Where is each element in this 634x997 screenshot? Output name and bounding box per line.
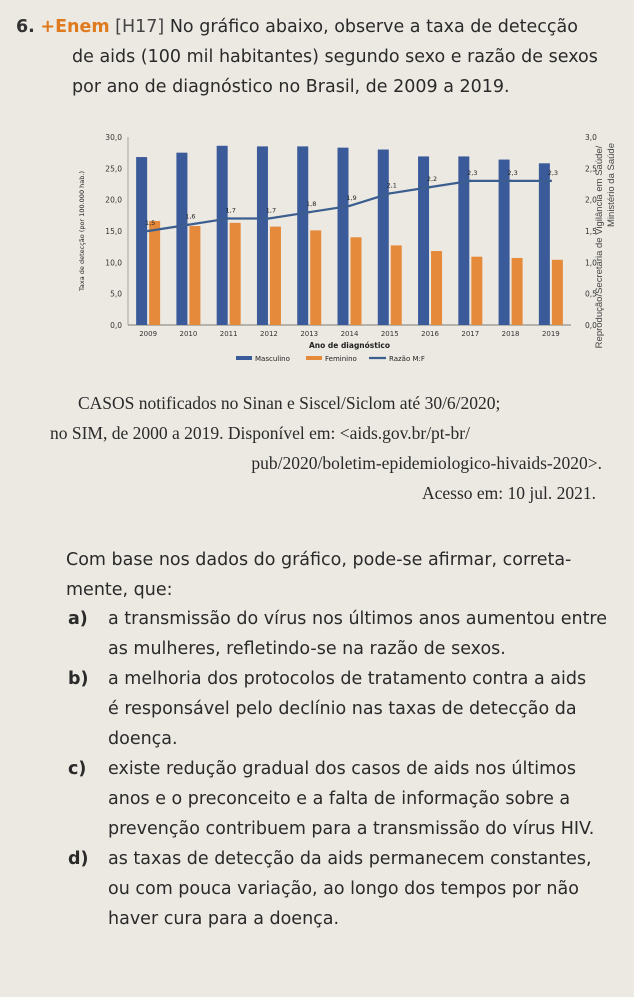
bar-feminino (230, 223, 241, 325)
ratio-point (389, 192, 391, 194)
x-tick-label: 2015 (380, 330, 399, 338)
bar-feminino (189, 226, 200, 325)
question-stem (66, 545, 606, 605)
option-letter: a) (68, 609, 88, 629)
bar-masculino (378, 150, 389, 325)
bar-feminino (310, 230, 321, 325)
option-letter: b) (68, 669, 89, 689)
x-tick-label: 2014 (340, 330, 359, 338)
option-a[interactable] (68, 604, 612, 664)
option-text-line: ou com pouca variação, ao longo dos tempos por não (108, 879, 579, 899)
stem-line-1: Com base nos dados do gráfico, pode-se afirmar, correta- (66, 550, 572, 570)
ratio-data-label: 1,5 (144, 219, 156, 227)
ratio-point (308, 211, 310, 213)
bar-masculino (217, 146, 228, 325)
bar-feminino (431, 251, 442, 325)
source-tag: +Enem (40, 17, 110, 37)
y-right-tick-label: 3,0 (585, 133, 597, 142)
bar-feminino (270, 227, 281, 325)
y-axis-label: Taxa de detecção (por 100.000 hab.) (78, 171, 86, 291)
stem-line-2: mente, que: (66, 580, 173, 600)
ratio-point (550, 180, 552, 182)
option-d[interactable] (68, 844, 612, 934)
source-line-3: pub/2020/boletim-epidemiologico-hivaids-2020>. (251, 453, 602, 473)
y-tick-label: 20,0 (105, 195, 122, 205)
source-citation (40, 388, 610, 508)
ratio-data-label: 2,3 (507, 168, 518, 177)
ratio-data-label: 1,9 (346, 193, 357, 202)
x-tick-label: 2013 (300, 330, 319, 338)
question-line-1: No gráfico abaixo, observe a taxa de detecção (169, 17, 578, 37)
ratio-point (147, 230, 149, 232)
ratio-point (348, 205, 350, 207)
question-header (16, 12, 616, 102)
chart (66, 115, 626, 375)
bar-feminino (552, 260, 563, 325)
ratio-data-label: 1,8 (306, 200, 317, 209)
x-tick-label: 2010 (179, 330, 198, 338)
y-right-tick-label: 2,0 (585, 195, 597, 205)
ratio-data-label: 1,6 (185, 212, 196, 221)
x-tick-label: 2016 (421, 330, 439, 338)
source-line-1: CASOS notificados no Sinan e Siscel/Siclom até 30/6/2020; (78, 393, 501, 413)
ratio-data-label: 2,2 (426, 175, 438, 184)
option-letter: c) (68, 759, 87, 779)
legend-label-feminino: Feminino (325, 355, 357, 363)
ratio-data-label: 1,7 (265, 206, 277, 215)
option-text-line: existe redução gradual dos casos de aids nos últimos (108, 759, 576, 779)
y-tick-label: 30,0 (105, 133, 122, 142)
option-text-line: anos e o preconceito e a falta de informação sobre a (108, 789, 571, 809)
option-text-line: haver cura para a doença. (108, 909, 340, 929)
y-tick-label: 25,0 (105, 164, 122, 174)
source-line-4: Acesso em: 10 jul. 2021. (421, 483, 596, 503)
bar-masculino (176, 153, 187, 325)
skill-code: [H17] (115, 17, 165, 37)
y-right-tick-label: 2,5 (585, 164, 597, 174)
bar-masculino (338, 148, 349, 325)
y-right-tick-label: 0,0 (585, 321, 597, 330)
option-text-line: as taxas de detecção da aids permanecem constantes, (108, 849, 592, 869)
x-tick-label: 2009 (139, 330, 158, 338)
bar-feminino (512, 258, 523, 325)
bar-feminino (149, 221, 160, 325)
x-tick-label: 2017 (461, 330, 480, 338)
source-line-2: no SIM, de 2000 a 2019. Disponível em: <aids.gov.br/pt-br/ (50, 423, 470, 443)
x-tick-label: 2018 (501, 330, 520, 338)
y-right-tick-label: 1,0 (585, 258, 597, 268)
y-right-tick-label: 1,5 (585, 227, 597, 236)
bar-feminino (391, 245, 402, 325)
ratio-point (509, 180, 511, 182)
y-tick-label: 10,0 (105, 258, 122, 268)
legend-label-masculino: Masculino (255, 355, 290, 363)
ratio-point (187, 224, 189, 226)
bar-feminino (351, 237, 362, 325)
legend-swatch-masculino (236, 356, 252, 360)
x-axis-label: Ano de diagnóstico (308, 341, 391, 350)
ratio-data-label: 2,3 (467, 168, 478, 177)
ratio-data-label: 2,3 (547, 168, 559, 177)
y-tick-label: 5,0 (110, 289, 122, 299)
side-credit-line-1: Reprodução/Secretaria de Vigilância em Saúde/ (594, 145, 605, 349)
y-tick-label: 15,0 (105, 227, 122, 236)
question-number: 6. (16, 17, 35, 37)
option-text-line: a melhoria dos protocolos de tratamento contra a aids (108, 669, 587, 689)
y-right-tick-label: 0,5 (585, 289, 597, 299)
bar-masculino (257, 146, 268, 325)
bar-masculino (136, 157, 147, 325)
option-text-line: doença. (108, 729, 178, 749)
side-credit-line-2: Ministério da Saúde (606, 143, 617, 227)
option-text-line: prevenção contribuem para a transmissão do vírus HIV. (108, 819, 595, 839)
bar-masculino (297, 146, 308, 325)
ratio-point (268, 217, 270, 219)
x-tick-label: 2019 (541, 330, 560, 338)
option-c[interactable] (68, 754, 612, 844)
answer-options (68, 604, 612, 934)
ratio-point (227, 217, 229, 219)
x-tick-label: 2011 (219, 330, 238, 338)
option-text-line: a transmissão do vírus nos últimos anos aumentou entre (108, 609, 608, 629)
bar-masculino (539, 163, 550, 325)
option-letter: d) (68, 849, 89, 869)
legend-swatch-feminino (306, 356, 322, 360)
ratio-data-label: 2,1 (386, 181, 397, 190)
ratio-point (429, 186, 431, 188)
question-line-3: por ano de diagnóstico no Brasil, de 2009 a 2019. (72, 77, 510, 97)
option-b[interactable] (68, 664, 612, 754)
chart-svg (66, 115, 626, 375)
ratio-data-label: 1,7 (225, 206, 236, 215)
legend-label-razao: Razão M:F (389, 355, 425, 363)
question-line-2: de aids (100 mil habitantes) segundo sexo e razão de sexos (72, 47, 598, 67)
y-tick-label: 0,0 (110, 321, 122, 330)
bar-masculino (499, 160, 510, 325)
ratio-point (469, 180, 471, 182)
option-text-line: as mulheres, refletindo-se na razão de sexos. (108, 639, 506, 659)
bar-feminino (471, 257, 482, 325)
x-tick-label: 2012 (260, 330, 278, 338)
option-text-line: é responsável pelo declínio nas taxas de detecção da (108, 699, 577, 719)
